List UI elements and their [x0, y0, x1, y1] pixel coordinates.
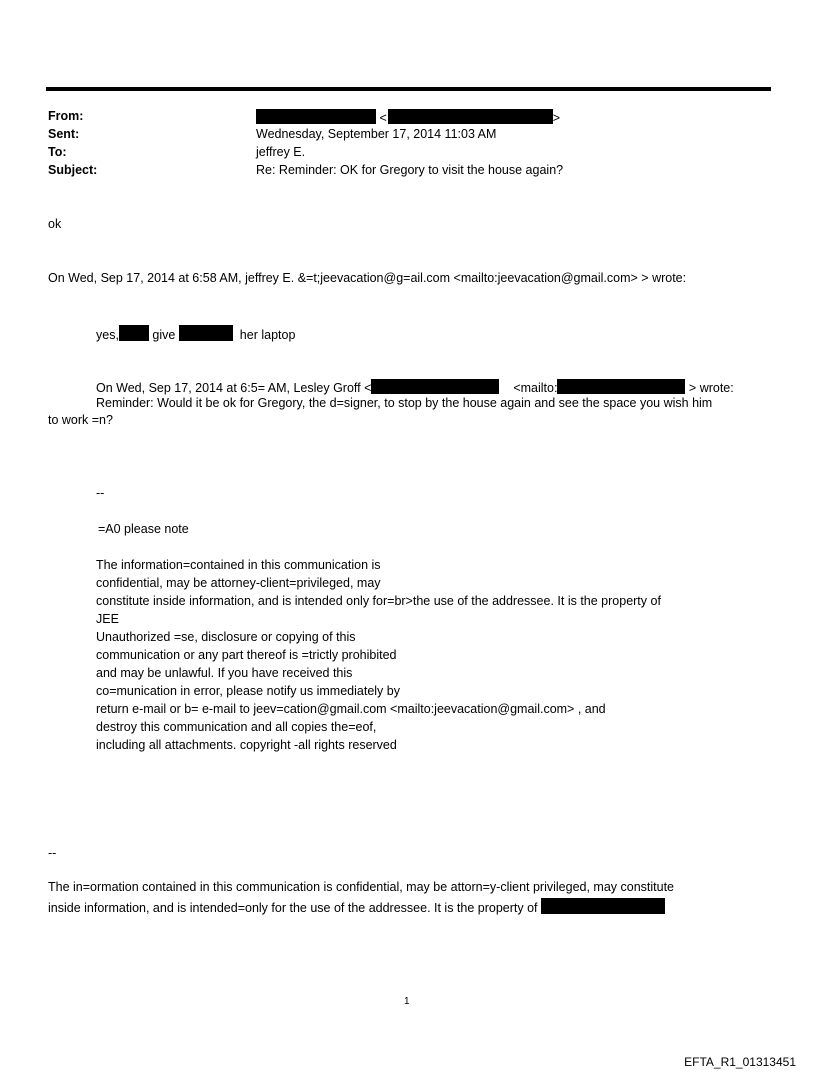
- disclaimer-line: communication or any part thereof is =trictly prohibited: [96, 648, 397, 662]
- redaction-owner: [541, 898, 665, 914]
- from-lt: <: [379, 111, 387, 125]
- reminder-line-1: Reminder: Would it be ok for Gregory, the d=signer, to stop by the house again and see the space you wish him: [96, 396, 713, 410]
- redaction-name-2: [179, 325, 233, 341]
- page-number: 1: [404, 996, 410, 1007]
- from-label: From:: [48, 109, 84, 123]
- bottom-disclaimer-2-text: inside information, and is intended=only for the use of the addressee. It is the property of: [48, 901, 538, 915]
- bottom-disclaimer-2: [48, 898, 665, 915]
- subject-value: Re: Reminder: OK for Gregory to visit the house again?: [256, 163, 564, 177]
- redaction-name-1: [119, 325, 149, 341]
- yes-text-a: yes,: [96, 328, 119, 342]
- yes-line: [96, 325, 295, 342]
- reminder-line-2: to work =n?: [48, 413, 113, 427]
- to-value: jeffrey E.: [256, 145, 306, 159]
- bottom-dash: --: [48, 846, 57, 860]
- disclaimer-line: including all attachments. copyright -all rights reserved: [96, 738, 397, 752]
- disclaimer-line: confidential, may be attorney-client=privileged, may: [96, 576, 381, 590]
- disclaimer-line: return e-mail or b= e-mail to jeev=cation@gmail.com <mailto:jeevacation@gmail.com> , and: [96, 702, 606, 716]
- redaction-sender-email: [388, 109, 553, 124]
- to-label: To:: [48, 145, 67, 159]
- redaction-email-2: [557, 379, 685, 394]
- yes-text-c: her laptop: [239, 328, 296, 342]
- quote2-text-a: On Wed, Sep 17, 2014 at 6:5= AM, Lesley Groff <: [96, 381, 372, 395]
- redaction-email-1: [371, 379, 499, 394]
- disclaimer-line: and may be unlawful. If you have received this: [96, 666, 353, 680]
- sent-value: Wednesday, September 17, 2014 11:03 AM: [256, 127, 497, 141]
- bates-number: EFTA_R1_01313451: [684, 1055, 796, 1069]
- disclaimer-line: Unauthorized =se, disclosure or copying of this: [96, 630, 356, 644]
- please-note: =A0 please note: [98, 522, 189, 536]
- disclaimer-line: destroy this communication and all copies the=eof,: [96, 720, 377, 734]
- quote2-text-b: <mailto:: [513, 381, 558, 395]
- quote2-header: [96, 379, 734, 395]
- disclaimer-line: constitute inside information, and is intended only for=br>the use of the addressee. It is the property of: [96, 594, 661, 608]
- from-gt: >: [552, 111, 561, 125]
- signature-dash: --: [96, 486, 105, 500]
- sent-label: Sent:: [48, 127, 80, 141]
- bottom-disclaimer-1: The in=ormation contained in this communication is confidential, may be attorn=y-client privileged, may constitute: [48, 880, 675, 894]
- disclaimer-line: co=munication in error, please notify us immediately by: [96, 684, 400, 698]
- subject-label: Subject:: [48, 163, 98, 177]
- reply-text: ok: [48, 217, 62, 231]
- header-rule: [46, 87, 771, 91]
- redaction-sender-name: [256, 109, 376, 124]
- disclaimer-line: JEE: [96, 612, 119, 626]
- from-value: [256, 109, 560, 125]
- quote1-header: On Wed, Sep 17, 2014 at 6:58 AM, jeffrey E. &=t;jeevacation@g=ail.com <mailto:jeevacation@gmail.com> > wrote:: [48, 271, 687, 285]
- disclaimer-line: The information=contained in this communication is: [96, 558, 381, 572]
- yes-text-b: give: [152, 328, 176, 342]
- quote2-text-c: > wrote:: [688, 381, 734, 395]
